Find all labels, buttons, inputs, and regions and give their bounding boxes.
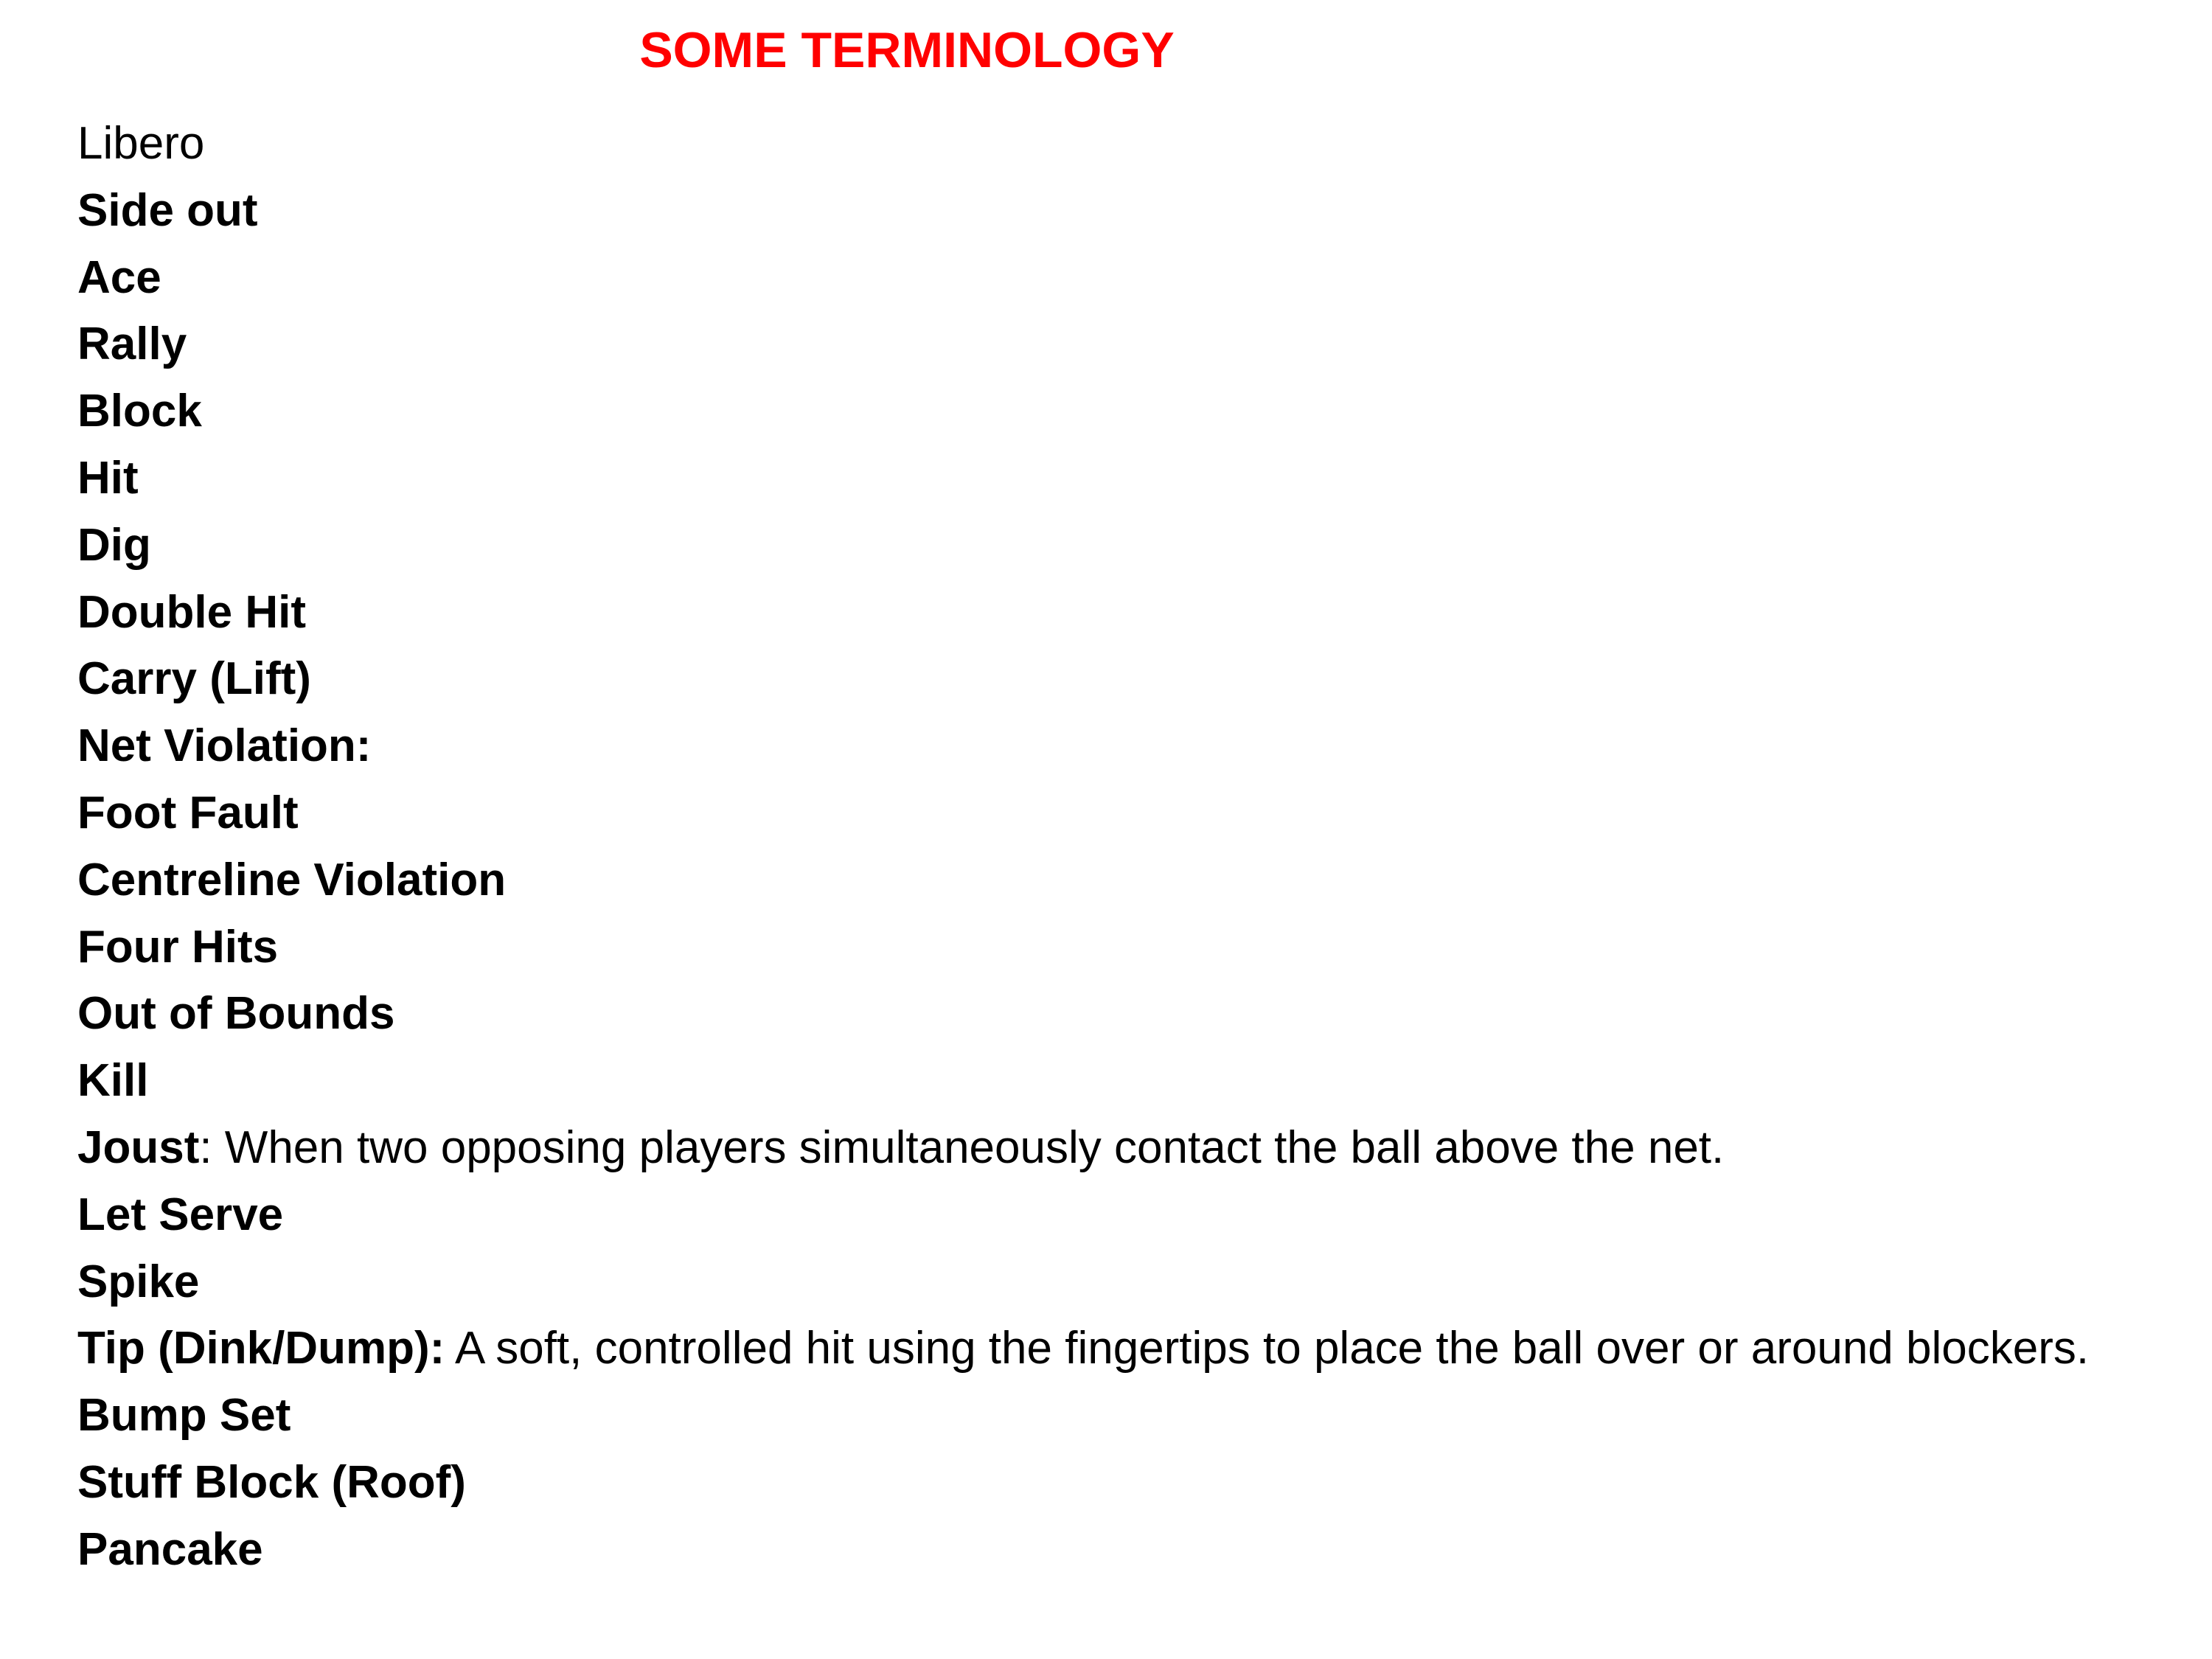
term-kill: Kill [77, 1055, 149, 1107]
list-item [77, 1182, 2186, 1249]
term-bump-set: Bump Set [77, 1390, 291, 1441]
term-libero: Libero [77, 118, 205, 169]
page-title: SOME TERMINOLOGY [639, 22, 1175, 78]
list-item [77, 311, 2186, 378]
term-net-violation: Net Violation: [77, 720, 372, 772]
list-item [77, 1048, 2186, 1115]
list-item [77, 1249, 2186, 1316]
list-item [77, 1382, 2186, 1450]
list-item [77, 646, 2186, 713]
term-stuff-block: Stuff Block (Roof) [77, 1456, 466, 1508]
term-joust: Joust [77, 1121, 200, 1173]
list-item [77, 780, 2186, 847]
term-let-serve: Let Serve [77, 1189, 284, 1240]
term-hit: Hit [77, 452, 139, 504]
term-pancake: Pancake [77, 1523, 263, 1575]
list-item [77, 1450, 2186, 1517]
term-block: Block [77, 386, 202, 437]
list-item [77, 914, 2186, 981]
list-item [77, 981, 2186, 1048]
term-centreline-violation: Centreline Violation [77, 854, 507, 905]
list-item [77, 1517, 2186, 1584]
list-item [77, 713, 2186, 780]
term-four-hits: Four Hits [77, 921, 279, 973]
term-double-hit: Double Hit [77, 586, 306, 638]
list-item [77, 580, 2186, 647]
terminology-list [77, 111, 2186, 1584]
list-item [77, 1115, 2186, 1182]
list-item [77, 245, 2186, 312]
term-ace: Ace [77, 251, 161, 303]
term-carry: Carry (Lift) [77, 653, 311, 705]
list-item [77, 847, 2186, 914]
term-out-of-bounds: Out of Bounds [77, 988, 395, 1040]
term-spike: Spike [77, 1256, 200, 1307]
term-side-out: Side out [77, 184, 258, 236]
list-item [77, 512, 2186, 580]
definition-joust: : When two opposing players simultaneously contact the ball above the net. [199, 1121, 1725, 1173]
list-item [77, 445, 2186, 512]
list-item [77, 178, 2186, 245]
term-rally: Rally [77, 319, 187, 370]
list-item [77, 111, 2186, 178]
list-item [77, 1315, 2186, 1382]
list-item [77, 378, 2186, 445]
term-tip: Tip (Dink/Dump): [77, 1323, 445, 1374]
term-dig: Dig [77, 519, 151, 571]
definition-tip: A soft, controlled hit using the fingertips to place the ball over or around blockers. [445, 1323, 2090, 1374]
term-foot-fault: Foot Fault [77, 787, 299, 838]
